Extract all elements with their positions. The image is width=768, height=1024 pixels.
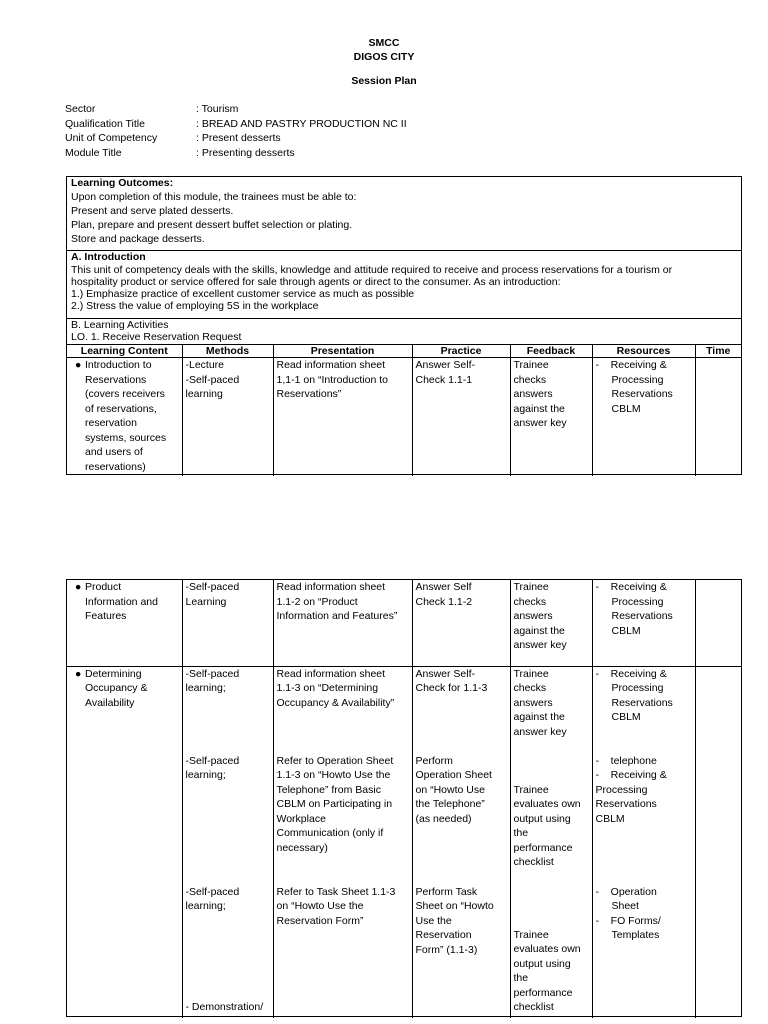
column-header: Presentation <box>273 345 412 358</box>
section-title: B. Learning Activities <box>71 319 169 331</box>
methods-cell <box>182 666 273 1018</box>
cell-line: -Self-paced <box>185 581 240 593</box>
cell-line: Form” (1.1-3) <box>415 943 478 956</box>
bullet-icon: ● <box>75 359 82 371</box>
column-header: Time <box>695 345 741 358</box>
time-cell <box>695 666 741 1018</box>
time-cell <box>695 358 741 476</box>
session-plan-table-2 <box>66 579 742 1017</box>
cell-line: the <box>513 972 529 984</box>
session-plan-table-1 <box>66 176 742 475</box>
cell-line: Answer Self- <box>415 359 476 371</box>
cell-line: performance <box>513 986 573 999</box>
presentation-cell <box>273 666 412 1018</box>
cell-line: 1,1-1 on “Introduction to <box>276 373 388 386</box>
column-header: Methods <box>182 345 273 358</box>
table-row <box>67 580 741 666</box>
cell-line: - Receiving & <box>595 359 667 371</box>
activities-table-2 <box>67 580 741 1018</box>
cell-line: Sheet <box>611 900 639 912</box>
cell-line: CBLM on Participating in <box>276 798 393 810</box>
cell-line: Refer to Task Sheet 1.1-3 <box>276 885 396 898</box>
cell-line: Reservations <box>595 798 657 810</box>
activities-heading <box>67 319 741 344</box>
resources-cell <box>592 580 695 666</box>
cell-line: learning; <box>185 682 226 694</box>
resources-cell <box>592 358 695 476</box>
feedback-cell <box>510 358 592 476</box>
cell-line: -Self-paced <box>185 754 240 767</box>
cell-line: Occupancy & <box>85 682 148 694</box>
cell-line: Trainee <box>513 783 549 796</box>
cell-line: answers <box>513 610 553 622</box>
cell-line: -Self-paced <box>185 885 240 898</box>
table-row <box>67 358 741 476</box>
time-cell <box>695 580 741 666</box>
cell-line: checklist <box>513 1001 554 1013</box>
cell-line: Processing <box>595 783 648 796</box>
intro-line: 1.) Emphasize practice of excellent customer service as much as possible <box>71 288 415 300</box>
cell-line: Check 1.1-2 <box>415 595 473 608</box>
cell-line: reservation <box>85 417 137 429</box>
cell-line: reservations) <box>85 460 146 473</box>
cell-line: (as needed) <box>415 812 472 825</box>
presentation-cell <box>273 358 412 476</box>
cell-line: Reservations <box>611 388 673 400</box>
cell-line: Product <box>85 581 122 593</box>
cell-line: Reservations <box>611 610 673 622</box>
methods-cell <box>182 358 273 476</box>
table-row <box>67 666 741 1018</box>
learning-content-cell <box>67 666 182 1018</box>
cell-line: learning; <box>185 769 226 781</box>
cell-line: Reservations <box>85 373 147 386</box>
cell-line: necessary) <box>276 841 328 854</box>
column-header: Learning Content <box>67 345 182 358</box>
cell-line: learning; <box>185 900 226 912</box>
learning-content-cell <box>67 358 182 476</box>
activities-table-1 <box>67 344 741 476</box>
cell-line: CBLM <box>611 402 641 415</box>
cell-line: checks <box>513 373 547 386</box>
cell-line: learning <box>185 388 223 400</box>
methods-cell <box>182 580 273 666</box>
learning-content-cell <box>67 580 182 666</box>
meta-label: Module Title <box>65 146 122 159</box>
module-info <box>65 102 745 160</box>
cell-line: Operation Sheet <box>415 769 492 781</box>
cell-line: 1.1-2 on “Product <box>276 595 358 608</box>
cell-line: Sheet on “Howto <box>415 900 494 912</box>
cell-line: Telephone” from Basic <box>276 783 381 796</box>
meta-label: Sector <box>65 103 96 115</box>
meta-value: : BREAD AND PASTRY PRODUCTION NC II <box>196 117 407 130</box>
cell-line: Trainee <box>513 667 549 680</box>
bullet-icon: ● <box>75 667 82 680</box>
outcome-line: Store and package desserts. <box>71 233 205 245</box>
resources-cell <box>592 666 695 1018</box>
cell-line: answers <box>513 696 553 709</box>
cell-line: evaluates own <box>513 943 581 955</box>
cell-line: Reservation <box>415 929 472 941</box>
cell-line: on “Howto Use the <box>276 900 364 912</box>
meta-value: : Tourism <box>196 103 239 115</box>
cell-line: Trainee <box>513 359 549 371</box>
cell-line: Determining <box>85 667 142 680</box>
meta-label: Qualification Title <box>65 117 145 130</box>
cell-line: performance <box>513 841 573 854</box>
cell-line: systems, sources <box>85 431 167 444</box>
cell-line: the Telephone” <box>415 798 485 810</box>
cell-line: evaluates own <box>513 798 581 810</box>
column-header: Resources <box>592 345 695 358</box>
cell-line: - FO Forms/ <box>595 914 661 927</box>
cell-line: checks <box>513 595 547 608</box>
cell-line: Read information sheet <box>276 359 386 371</box>
outcome-line: Plan, prepare and present dessert buffet selection or plating. <box>71 219 353 231</box>
cell-line: Use the <box>415 914 452 927</box>
cell-line: Refer to Operation Sheet <box>276 754 394 767</box>
cell-line: Perform <box>415 754 453 767</box>
cell-line: the <box>513 827 529 839</box>
cell-line: 1.1-3 on “Determining <box>276 682 379 694</box>
practice-cell <box>412 580 510 666</box>
cell-line: 1.1-3 on “Howto Use the <box>276 769 391 781</box>
bullet-icon: ● <box>75 581 82 593</box>
cell-line: CBLM <box>611 624 641 637</box>
intro-line: hospitality product or service offered for sale through agents or direct to the consumer. As an introduction: <box>71 276 561 288</box>
cell-line: -Self-paced <box>185 667 240 680</box>
section-title: A. Introduction <box>71 251 146 263</box>
cell-line: and users of <box>85 446 143 458</box>
cell-line: Read information sheet <box>276 581 386 593</box>
introduction-section <box>67 251 741 319</box>
cell-line: Processing <box>611 595 664 608</box>
cell-line: against the <box>513 402 565 415</box>
city-name: DIGOS CITY <box>353 51 415 63</box>
meta-value: : Present desserts <box>196 132 281 144</box>
cell-line: - Receiving & <box>595 667 667 680</box>
cell-line: Information and Features” <box>276 610 398 622</box>
cell-line: Information and <box>85 595 158 608</box>
outcome-line: Present and serve plated desserts. <box>71 205 234 217</box>
practice-cell <box>412 666 510 1018</box>
cell-line: Introduction to <box>85 359 152 371</box>
outcome-line: Upon completion of this module, the trainees must be able to: <box>71 191 357 203</box>
intro-line: 2.) Stress the value of employing 5S in the workplace <box>71 300 319 312</box>
feedback-cell <box>510 580 592 666</box>
intro-line: This unit of competency deals with the skills, knowledge and attitude required to receive and process reservations for a tourism or <box>71 264 673 276</box>
feedback-cell <box>510 666 592 1018</box>
practice-cell <box>412 358 510 476</box>
cell-line: -Lecture <box>185 359 225 371</box>
cell-line: output using <box>513 812 571 825</box>
column-header: Practice <box>412 345 510 358</box>
cell-line: -Self-paced <box>185 373 240 386</box>
cell-line: Features <box>85 610 127 622</box>
section-title: Learning Outcomes: <box>71 177 174 189</box>
cell-line: Trainee <box>513 928 549 941</box>
cell-line: Answer Self <box>415 581 472 593</box>
cell-line: Check 1.1-1 <box>415 373 473 386</box>
cell-line: Templates <box>611 929 660 941</box>
cell-line: Availability <box>85 696 135 709</box>
cell-line: Reservations” <box>276 388 342 400</box>
page-title: Session Plan <box>351 75 417 87</box>
cell-line: Answer Self- <box>415 667 476 680</box>
cell-line: Processing <box>611 373 664 386</box>
cell-line: answer key <box>513 639 567 651</box>
column-header: Feedback <box>510 345 592 358</box>
cell-line: against the <box>513 624 565 637</box>
meta-value: : Presenting desserts <box>196 146 295 159</box>
cell-line: Trainee <box>513 581 549 593</box>
cell-line: Check for 1.1-3 <box>415 682 488 694</box>
cell-line: Workplace <box>276 812 326 825</box>
cell-line: CBLM <box>611 711 641 723</box>
cell-line: - telephone <box>595 754 657 767</box>
cell-line: Read information sheet <box>276 667 386 680</box>
cell-line: CBLM <box>595 812 625 825</box>
cell-line: Occupancy & Availability” <box>276 696 395 709</box>
presentation-cell <box>273 580 412 666</box>
cell-line: answer key <box>513 417 567 429</box>
cell-line: Reservation Form” <box>276 914 364 927</box>
cell-line: (covers receivers <box>85 388 165 400</box>
cell-line: Processing <box>611 682 664 694</box>
meta-label: Unit of Competency <box>65 132 158 144</box>
cell-line: checklist <box>513 856 554 868</box>
cell-line: - Demonstration/ <box>185 1000 264 1013</box>
org-name: SMCC <box>368 37 400 49</box>
cell-line: - Receiving & <box>595 769 667 781</box>
cell-line: answers <box>513 388 553 400</box>
cell-line: output using <box>513 957 571 970</box>
cell-line: on “Howto Use <box>415 783 485 796</box>
cell-line: Communication (only if <box>276 827 384 839</box>
cell-line: Learning <box>185 595 227 608</box>
cell-line: - Receiving & <box>595 581 667 593</box>
cell-line: - Operation <box>595 885 657 898</box>
cell-line: checks <box>513 682 547 694</box>
cell-line: against the <box>513 711 565 723</box>
learning-outcomes-section <box>67 177 741 251</box>
cell-line: answer key <box>513 725 567 738</box>
cell-line: of reservations, <box>85 402 157 415</box>
cell-line: Reservations <box>611 696 673 709</box>
lo-title: LO. 1. Receive Reservation Request <box>71 331 242 343</box>
cell-line: Perform Task <box>415 885 478 898</box>
